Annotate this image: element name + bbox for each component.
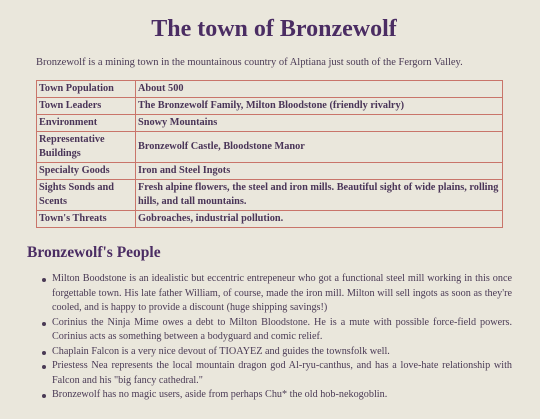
page bbox=[0, 14, 540, 403]
table-row bbox=[37, 180, 503, 211]
row-value: Fresh alpine flowers, the steel and iron mills. Beautiful sight of wide plains, rolling hills, and tall mountains. bbox=[136, 180, 503, 211]
table-row bbox=[37, 115, 503, 132]
table-row bbox=[37, 132, 503, 163]
table-row bbox=[37, 211, 503, 228]
table-row bbox=[37, 81, 503, 98]
row-key: Environment bbox=[37, 115, 136, 132]
row-key: Town Leaders bbox=[37, 98, 136, 115]
list-item: Milton Boodstone is an idealistic but eccentric entrepeneur who got a functional steel mill working in this once forgettable town. His late father William, of course, made the iron mill. Milton will sell ingots as soon as they're cooled, and is happy to provide a discount (huge shipping savings!) bbox=[44, 272, 512, 316]
row-value: Snowy Mountains bbox=[136, 115, 503, 132]
intro-text: Bronzewolf is a mining town in the mountainous country of Alptiana just south of the Fergorn Valley. bbox=[36, 57, 463, 68]
row-value: The Bronzewolf Family, Milton Bloodstone (friendly rivalry) bbox=[136, 98, 503, 115]
people-list bbox=[36, 272, 512, 403]
table-row bbox=[37, 163, 503, 180]
row-key: Specialty Goods bbox=[37, 163, 136, 180]
row-key: Town's Threats bbox=[37, 211, 136, 228]
row-key: Sights Sonds and Scents bbox=[37, 180, 136, 211]
row-key: Town Population bbox=[37, 81, 136, 98]
row-value: Gobroaches, industrial pollution. bbox=[136, 211, 503, 228]
table-row bbox=[37, 98, 503, 115]
row-value: About 500 bbox=[136, 81, 503, 98]
people-heading: Bronzewolf's People bbox=[27, 244, 161, 261]
row-value: Iron and Steel Ingots bbox=[136, 163, 503, 180]
row-value: Bronzewolf Castle, Bloodstone Manor bbox=[136, 132, 503, 163]
list-item: Corinius the Ninja Mime owes a debt to Milton Bloodstone. He is a mute with possible force-field powers. Corinius acts as something between a bodyguard and comic relief. bbox=[44, 316, 512, 345]
town-info-table bbox=[36, 80, 503, 228]
list-item: Priestess Nea represents the local mountain dragon god Al-ryu-canthus, and has a love-hate relationship with Falcon and his "big fancy cathedral." bbox=[44, 359, 512, 388]
list-item: Chaplain Falcon is a very nice devout of TIOAYEZ and guides the townsfolk well. bbox=[44, 345, 512, 360]
row-key: Representative Buildings bbox=[37, 132, 136, 163]
list-item: Bronzewolf has no magic users, aside from perhaps Chu* the old hob-nekogoblin. bbox=[44, 388, 512, 403]
page-title: The town of Bronzewolf bbox=[151, 16, 397, 42]
